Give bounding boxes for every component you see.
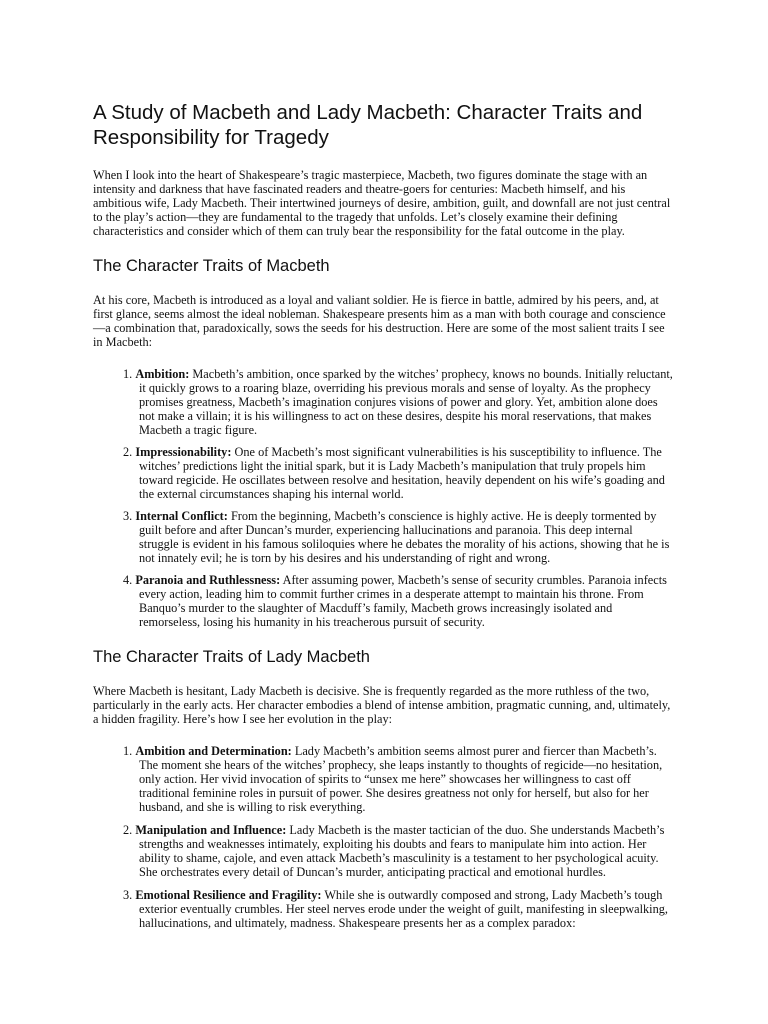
lady-macbeth-traits-list — [93, 744, 675, 930]
list-number: 2. — [123, 823, 133, 837]
macbeth-traits-list — [93, 367, 675, 629]
trait-term: Impressionability: — [135, 445, 232, 459]
trait-term: Ambition and Determination: — [135, 744, 292, 758]
list-number: 4. — [123, 573, 133, 587]
list-item — [123, 573, 675, 629]
trait-text: Macbeth’s ambition, once sparked by the witches’ prophecy, knows no bounds. Initially reluctant, it quickly grows to a roaring blaze, overriding his previous morals and sense of loyalty. As the prophecy promises greatness, Macbeth’s imagination conjures visions of power and glory. Yet, ambition alone does not make a villain; it is his willingness to act on these desires, despite his moral reservations, that makes Macbeth a tragic figure. — [139, 367, 673, 437]
list-item — [123, 509, 675, 565]
list-item — [123, 367, 675, 437]
list-number: 3. — [123, 509, 133, 523]
trait-term: Paranoia and Ruthlessness: — [135, 573, 281, 587]
list-item — [123, 823, 675, 879]
macbeth-heading: The Character Traits of Macbeth — [93, 257, 330, 275]
trait-term: Ambition: — [135, 367, 190, 381]
list-number: 1. — [123, 367, 133, 381]
trait-term: Internal Conflict: — [135, 509, 228, 523]
document-page — [93, 100, 675, 948]
list-number: 2. — [123, 445, 133, 459]
trait-text: One of Macbeth’s most significant vulnerabilities is his susceptibility to influence. The witches’ predictions light the initial spark, but it is Lady Macbeth’s manipulation that truly propels him toward regicide. He oscillates between resolve and hesitation, heavily dependent on his wife’s goading and the external circumstances shaping his internal world. — [139, 445, 665, 501]
list-number: 3. — [123, 888, 133, 902]
trait-text: After assuming power, Macbeth’s sense of security crumbles. Paranoia infects every action, leading him to commit further crimes in a desperate attempt to maintain his throne. From Banquo’s murder to the slaughter of Macduff’s family, Macbeth grows increasingly isolated and remorseless, losing his humanity in his treacherous pursuit of security. — [139, 573, 667, 629]
lady-macbeth-intro-paragraph: Where Macbeth is hesitant, Lady Macbeth is decisive. She is frequently regarded as the more ruthless of the two, particularly in the early acts. Her character embodies a blend of intense ambition, pragmatic cunning, and, ultimately, a hidden fragility. Here’s how I see her evolution in the play: — [93, 684, 671, 726]
trait-term: Emotional Resilience and Fragility: — [135, 888, 322, 902]
list-item — [123, 744, 675, 814]
macbeth-intro-paragraph: At his core, Macbeth is introduced as a loyal and valiant soldier. He is fierce in battle, admired by his peers, and, at first glance, seems almost the ideal nobleman. Shakespeare presents him as a man with both courage and conscience—a combination that, paradoxically, sows the seeds for his destruction. Here are some of the most salient traits I see in Macbeth: — [93, 293, 666, 349]
intro-paragraph: When I look into the heart of Shakespeare’s tragic masterpiece, Macbeth, two figures dominate the stage with an intensity and darkness that have fascinated readers and theatre-goers for centuries: Macbeth himself, and his ambitious wife, Lady Macbeth. Their intertwined journeys of desire, ambition, guilt, and downfall are not just central to the play’s action—they are fundamental to the tragedy that unfolds. Let’s closely examine their defining characteristics and consider which of them can truly bear the responsibility for the fatal outcome in the play. — [93, 168, 671, 238]
list-item — [123, 445, 675, 501]
list-item — [123, 888, 675, 930]
trait-text: While she is outwardly composed and strong, Lady Macbeth’s tough exterior eventually crumbles. Her steel nerves erode under the weight of guilt, manifesting in sleepwalking, hallucinations, and ultimately, madness. Shakespeare presents her as a complex paradox: — [139, 888, 668, 930]
trait-term: Manipulation and Influence: — [135, 823, 287, 837]
trait-text: From the beginning, Macbeth’s conscience is highly active. He is deeply tormented by guilt before and after Duncan’s murder, experiencing hallucinations and paranoia. This deep internal struggle is evident in his famous soliloquies where he debates the morality of his actions, showing that he is not innately evil; he is torn by his desires and his understanding of right and wrong. — [139, 509, 670, 565]
lady-macbeth-heading: The Character Traits of Lady Macbeth — [93, 648, 370, 666]
list-number: 1. — [123, 744, 133, 758]
trait-text: Lady Macbeth’s ambition seems almost purer and fiercer than Macbeth’s. The moment she hears of the witches’ prophecy, she leaps instantly to thoughts of regicide—no hesitation, only action. Her vivid invocation of spirits to “unsex me here” showcases her willingness to cast off traditional feminine roles in pursuit of power. She desires greatness not only for herself, but also for her husband, and she is willing to risk everything. — [139, 744, 663, 814]
document-title: A Study of Macbeth and Lady Macbeth: Character Traits and Responsibility for Tragedy — [93, 101, 643, 149]
trait-text: Lady Macbeth is the master tactician of the duo. She understands Macbeth’s strengths and weaknesses intimately, exploiting his doubts and fears to manipulate him into action. Her ability to shame, cajole, and even attack Macbeth’s masculinity is a testament to her psychological acuity. She orchestrates every detail of Duncan’s murder, anticipating practical and emotional hurdles. — [139, 823, 665, 879]
